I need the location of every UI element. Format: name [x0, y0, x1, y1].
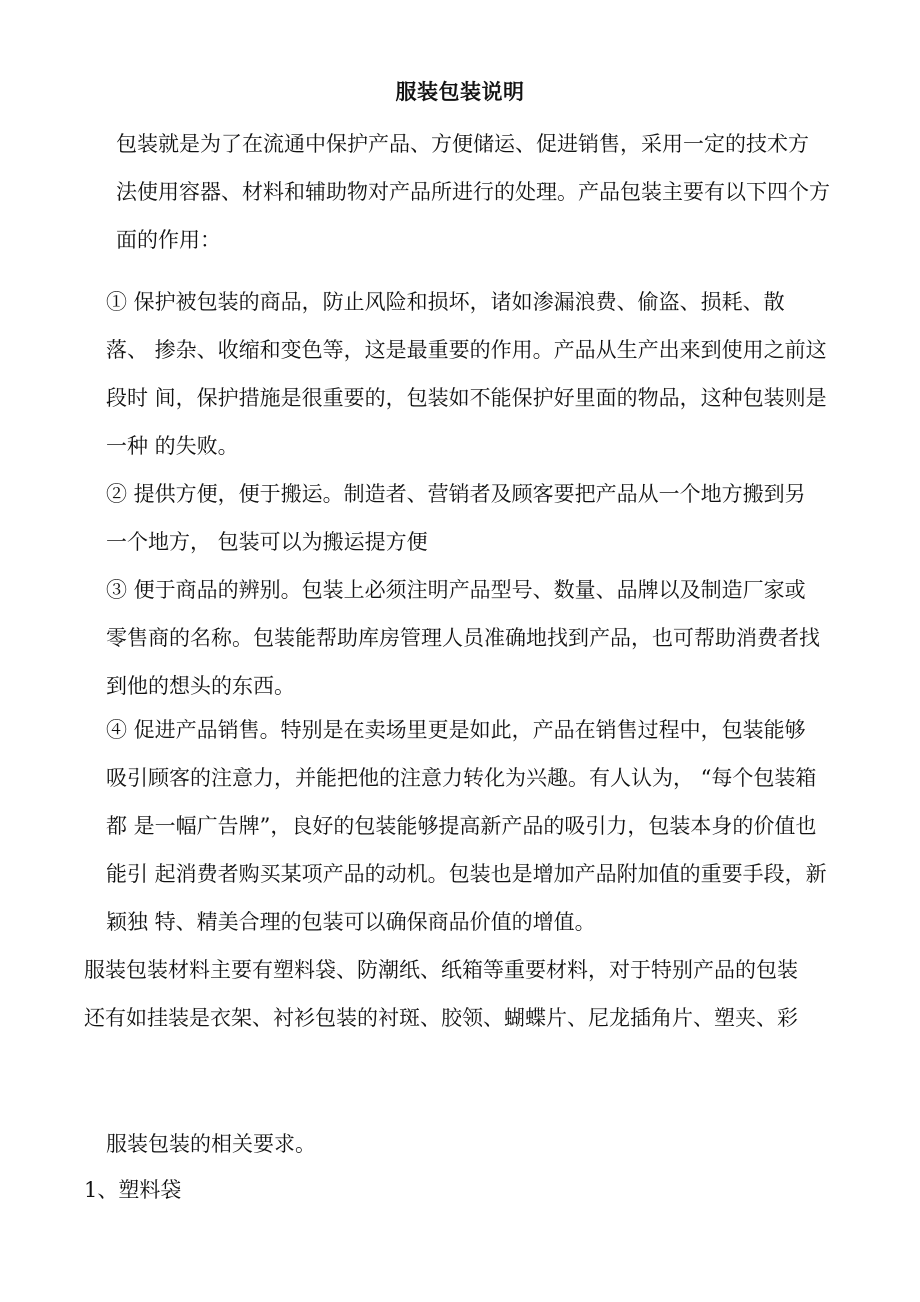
point-2-paragraph	[84, 470, 834, 566]
text-line: 服装包装的相关要求。	[106, 1132, 316, 1156]
text-line: 法使用容器、材料和辅助物对产品所进行的处理。产品包装主要有以下四个方	[116, 180, 830, 204]
text-line: ③ 便于商品的辨别。包装上必须注明产品型号、数量、品牌以及制造厂家或	[106, 578, 806, 602]
text-line: 面的作用：	[116, 228, 221, 252]
text-line: 落、 掺杂、收缩和变色等，这是最重要的作用。产品从生产出来到使用之前这	[106, 338, 827, 362]
text-line: 颖独 特、精美合理的包装可以确保商品价值的增值。	[106, 910, 596, 934]
document-title: 服装包装说明	[395, 79, 525, 104]
text-line: 能引 起消费者购买某项产品的动机。包装也是增加产品附加值的重要手段，新	[106, 862, 827, 886]
point-1-paragraph	[84, 278, 834, 470]
point-3-paragraph	[84, 566, 834, 710]
text-line: 到他的想头的东西。	[106, 674, 295, 698]
text-line: 还有如挂装是衣架、衬衫包装的衬斑、胶领、蝴蝶片、尼龙插角片、塑夹、彩	[84, 1006, 798, 1030]
materials-paragraph	[84, 946, 834, 1042]
text-line: 1、塑料袋	[84, 1178, 182, 1202]
text-line: 段时 间，保护措施是很重要的，包装如不能保护好里面的物品，这种包装则是	[106, 386, 827, 410]
text-line: 服装包装材料主要有塑料袋、防潮纸、纸箱等重要材料，对于特别产品的包装	[84, 958, 798, 982]
text-line: 吸引顾客的注意力，并能把他的注意力转化为兴趣。有人认为， “每个包装箱	[106, 766, 817, 790]
text-line: ④ 促进产品销售。特别是在卖场里更是如此，产品在销售过程中，包装能够	[106, 718, 806, 742]
text-line: 都 是一幅广告牌”，良好的包装能够提高新产品的吸引力，包装本身的价值也	[106, 814, 817, 838]
text-line: 一种 的失败。	[106, 434, 239, 458]
point-4-paragraph	[84, 706, 834, 946]
section-1-heading	[84, 1166, 834, 1214]
intro-paragraph	[84, 120, 834, 264]
text-line: ② 提供方便，便于搬运。制造者、营销者及顾客要把产品从一个地方搬到另	[106, 482, 806, 506]
text-line: ① 保护被包装的商品，防止风险和损坏，诸如渗漏浪费、偷盗、损耗、散	[106, 290, 785, 314]
requirements-heading	[84, 1120, 834, 1168]
text-line: 一个地方， 包装可以为搬运提方便	[106, 530, 428, 554]
text-line: 零售商的名称。包装能帮助库房管理人员准确地找到产品，也可帮助消费者找	[106, 626, 820, 650]
text-line: 包装就是为了在流通中保护产品、方便储运、促进销售，采用一定的技术方	[116, 132, 809, 156]
